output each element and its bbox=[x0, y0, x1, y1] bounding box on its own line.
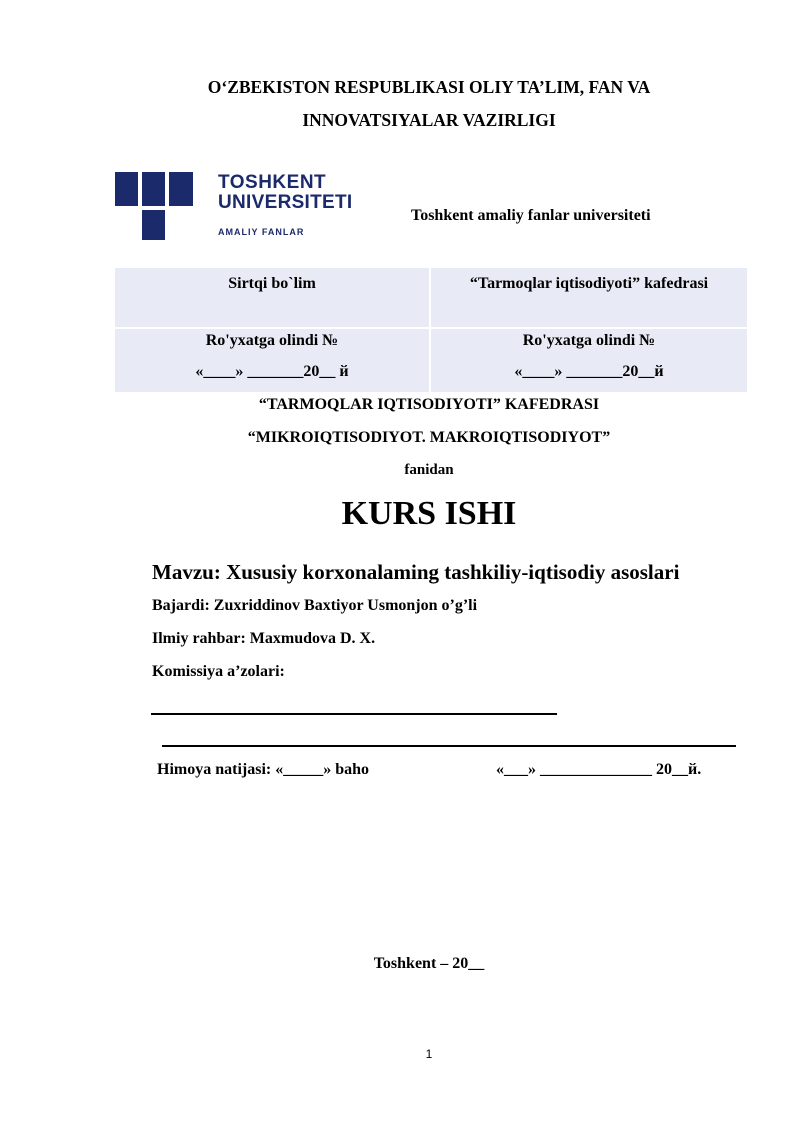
subject-suffix: fanidan bbox=[404, 462, 454, 478]
logo-text-line3: AMALIY FANLAR bbox=[218, 227, 305, 237]
defense-date: «___» ______________ 20__й. bbox=[496, 761, 702, 778]
signature-line-1 bbox=[151, 713, 557, 715]
logo-text-line1: TOSHKENT bbox=[218, 172, 327, 193]
document-title: KURS ISHI bbox=[341, 495, 517, 532]
subject-name: “MIKROIQTISODIYOT. MAKROIQTISODIYOT” bbox=[247, 429, 611, 446]
commission-line: Komissiya a’zolari: bbox=[152, 663, 285, 680]
ministry-title-line1: O‘ZBEKISTON RESPUBLIKASI OLIY TA’LIM, FAN VA bbox=[207, 77, 651, 97]
department-heading: “TARMOQLAR IQTISODIYOTI” KAFEDRASI bbox=[258, 396, 600, 413]
table-cell-registration-left: Ro'yxatga olindi № bbox=[205, 332, 339, 349]
topic-line: Mavzu: Xususiy korxonalaming tashkiliy-iqtisodiy asoslari bbox=[152, 560, 680, 584]
department-table bbox=[115, 268, 747, 392]
table-cell-date-right: «____» _______20__й bbox=[514, 363, 664, 380]
logo-text-line2: UNIVERSITETI bbox=[218, 192, 353, 213]
defense-result: Himoya natijasi: «_____» baho bbox=[157, 761, 370, 778]
table-cell-date-left: «____» _______20__ й bbox=[195, 363, 349, 380]
page-number: 1 bbox=[425, 1047, 433, 1061]
city-year: Toshkent – 20__ bbox=[373, 955, 485, 972]
table-cell-department-left: Sirtqi bo`lim bbox=[228, 275, 316, 292]
author-line: Bajardi: Zuxriddinov Baxtiyor Usmonjon o’g’li bbox=[152, 597, 478, 614]
university-logo bbox=[115, 172, 355, 242]
university-name: Toshkent amaliy fanlar universiteti bbox=[411, 207, 651, 224]
ministry-title-line2: INNOVATSIYALAR VAZIRLIGI bbox=[302, 110, 556, 130]
supervisor-line: Ilmiy rahbar: Maxmudova D. X. bbox=[152, 630, 376, 647]
signature-line-2 bbox=[162, 745, 736, 747]
table-cell-department-right: “Tarmoqlar iqtisodiyoti” kafedrasi bbox=[469, 275, 709, 292]
table-cell-registration-right: Ro'yxatga olindi № bbox=[522, 332, 656, 349]
